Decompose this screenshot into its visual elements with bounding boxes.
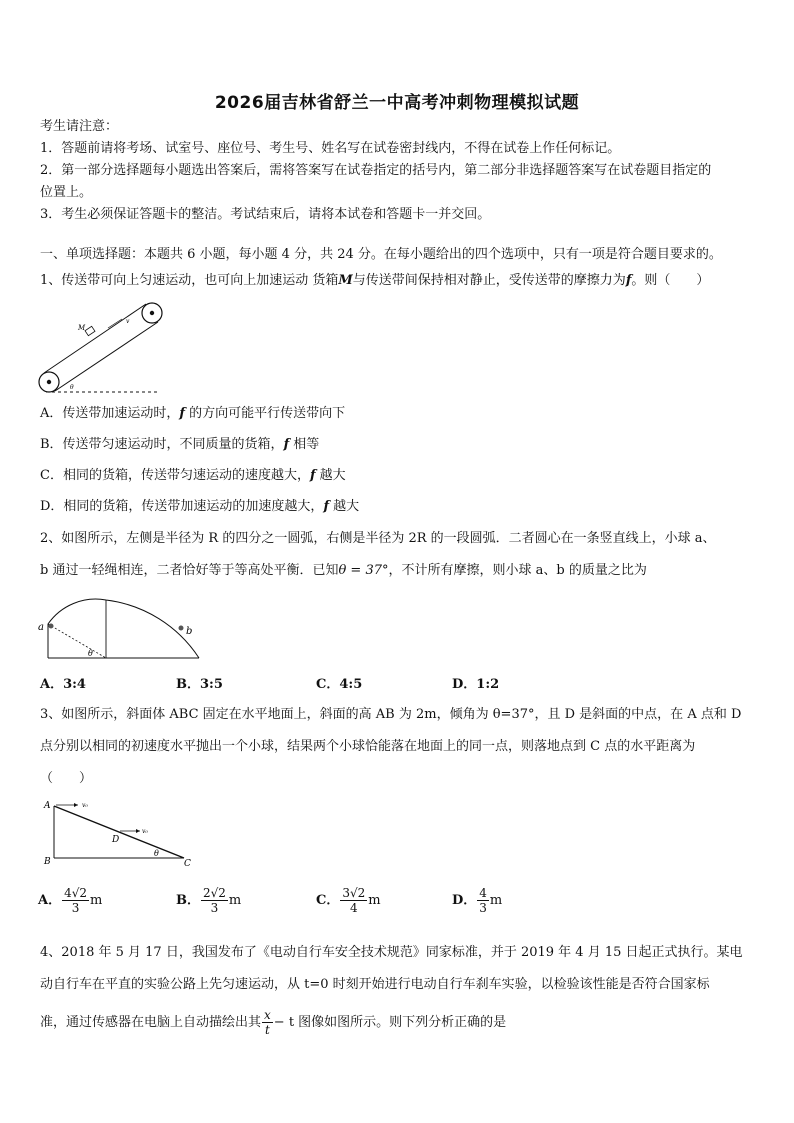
q3-option-c[interactable] xyxy=(316,886,381,915)
option-text: 相等 xyxy=(289,437,320,452)
label-A: A xyxy=(44,801,51,811)
q1-option-b[interactable] xyxy=(40,436,319,454)
q1-option-d[interactable] xyxy=(40,498,359,516)
q1-var-m: M xyxy=(338,273,353,288)
q4-stem-line1: 4、2018 年 5 月 17 日，我国发布了《电动自行车安全技术规范》同家标准，并于 2019 年 4 月 15 日起正式执行。某电 xyxy=(40,945,743,960)
q2-stem-line2 xyxy=(40,562,647,580)
radius-to-a xyxy=(48,624,106,658)
q3-stem-line2: 点分别以相同的初速度水平抛出一个小球，结果两个小球恰能落在地面上的同一点，则落地点到 C 点的水平距离为 xyxy=(40,739,696,754)
fraction xyxy=(62,886,89,915)
upper-pulley-axle xyxy=(150,311,154,315)
lower-pulley-axle xyxy=(47,380,51,384)
option-text: 越大 xyxy=(315,468,346,483)
v0-arrow-d-head xyxy=(136,829,140,833)
q2-option-d[interactable]: D．1:2 xyxy=(452,677,500,692)
numerator: 4√2 xyxy=(64,886,88,900)
var-f: f xyxy=(323,499,330,514)
q1-stem xyxy=(40,272,709,290)
option-text: D．相同的货箱，传送带加速运动的加速度越大， xyxy=(40,499,324,514)
fraction xyxy=(477,886,489,915)
option-label: D． xyxy=(452,893,477,908)
ball-b xyxy=(179,626,184,631)
q3-option-b[interactable] xyxy=(176,886,241,915)
label-a: a xyxy=(38,622,44,633)
label-v: v xyxy=(126,318,130,325)
label-C: C xyxy=(184,859,191,868)
label-v0-d: v₀ xyxy=(142,828,148,835)
unit: m xyxy=(228,893,242,908)
arc-outline xyxy=(48,599,199,658)
label-m: M xyxy=(78,324,86,332)
unit: m xyxy=(90,893,103,908)
q1-stem-part: 1、传送带可向上匀速运动，也可向上加速运动 货箱 xyxy=(40,273,339,288)
q2-stem-part: b 通过一轻绳相连，二者恰好等于等高处平衡．已知 xyxy=(40,563,339,578)
notice-item-3: 3．考生必须保证答题卡的整洁。考试结束后，请将本试卷和答题卡一并交回。 xyxy=(40,207,491,222)
q4-stem-part: 准，通过传感器在电脑上自动描绘出其 xyxy=(40,1015,262,1030)
q1-var-f: f xyxy=(625,273,632,288)
notice-item-2: 2．第一部分选择题每小题选出答案后，需将答案写在试卷指定的括号内，第二部分非选择题答案写在试卷题目指定的 xyxy=(40,163,712,178)
denominator: 4 xyxy=(350,901,358,915)
option-label: C． xyxy=(316,893,340,908)
q2-stem-line1: 2、如图所示，左侧是半径为 R 的四分之一圆弧，右侧是半径为 2R 的一段圆弧．二者圆心在一条竖直线上，小球 a、 xyxy=(40,531,716,546)
option-text: 的方向可能平行传送带向下 xyxy=(184,406,346,421)
var-f: f xyxy=(283,437,290,452)
ball-a xyxy=(49,624,54,629)
q1-conveyor-figure xyxy=(34,292,164,402)
q3-option-d[interactable] xyxy=(452,886,502,915)
velocity-arrow xyxy=(108,319,122,328)
q3-option-a[interactable] xyxy=(38,886,102,915)
denominator: 3 xyxy=(479,901,487,915)
belt-top xyxy=(44,304,146,373)
option-text: B．传送带匀速运动时，不同质量的货箱， xyxy=(40,437,284,452)
option-text: C．相同的货箱，传送带匀速运动的速度越大， xyxy=(40,468,310,483)
x-over-t-fraction xyxy=(262,1008,273,1037)
q1-stem-part: 。则（ ） xyxy=(631,273,710,288)
unit: m xyxy=(368,893,381,908)
var-f: f xyxy=(179,406,185,421)
cargo-box xyxy=(85,326,95,335)
q2-theta-value: θ = 37° xyxy=(338,563,389,578)
q3-stem-line1: 3、如图所示，斜面体 ABC 固定在水平地面上，斜面的高 AB 为 2m，倾角为 θ=37°，且 D 是斜面的中点，在 A 点和 D xyxy=(40,707,742,722)
label-D: D xyxy=(112,835,120,845)
q4-stem-line2: 动自行车在平直的实验公路上先匀速运动，从 t=0 时刻开始进行电动自行车刹车实验，以检验该性能是否符合国家标 xyxy=(40,977,710,992)
option-label: A． xyxy=(38,893,62,908)
q2-option-b[interactable]: B．3:5 xyxy=(176,677,223,692)
q2-option-c[interactable]: C．4:5 xyxy=(316,677,363,692)
option-text: 越大 xyxy=(329,499,360,514)
label-theta: θ xyxy=(88,649,93,658)
page-title: 2026届吉林省舒兰一中高考冲刺物理模拟试题 xyxy=(214,93,580,113)
q2-arc-figure xyxy=(36,590,206,662)
var-f: f xyxy=(309,468,316,483)
q4-stem-part: − t 图像如图所示。则下列分析正确的是 xyxy=(273,1015,507,1030)
q4-stem-line3 xyxy=(40,1008,506,1037)
v0-arrow-a-head xyxy=(74,803,78,807)
option-text: A．传送带加速运动时， xyxy=(40,406,180,421)
incline-ac xyxy=(54,806,184,858)
notice-item-1: 1．答题前请将考场、试室号、座位号、考生号、姓名写在试卷密封线内，不得在试卷上作任何标记。 xyxy=(40,141,621,156)
option-label: B． xyxy=(176,893,200,908)
label-v0-a: v₀ xyxy=(82,802,88,809)
fraction xyxy=(340,886,367,915)
notice-header: 考生请注意： xyxy=(40,119,119,134)
q1-stem-part: 与传送带间保持相对静止，受传送带的摩擦力为 xyxy=(352,273,626,288)
label-b: b xyxy=(186,626,193,637)
q3-incline-figure xyxy=(38,796,198,868)
notice-item-2-cont: 位置上。 xyxy=(40,185,93,200)
fraction xyxy=(201,886,228,915)
belt-bottom xyxy=(55,322,158,391)
q3-stem-line3: （ ） xyxy=(40,771,93,786)
label-theta: θ xyxy=(70,384,74,391)
numerator: 4 xyxy=(479,886,487,900)
q2-stem-part: ，不计所有摩擦，则小球 a、b 的质量之比为 xyxy=(388,563,647,578)
q2-option-a[interactable]: A．3:4 xyxy=(40,677,86,692)
numerator: 3√2 xyxy=(342,886,366,900)
label-theta: θ xyxy=(154,849,159,858)
denominator: 3 xyxy=(210,901,219,915)
numerator: x xyxy=(264,1008,271,1022)
section-heading: 一、单项选择题：本题共 6 小题，每小题 4 分，共 24 分。在每小题给出的四个选项中，只有一项是符合题目要求的。 xyxy=(40,247,722,262)
q1-option-a[interactable] xyxy=(40,405,345,423)
label-B: B xyxy=(44,857,51,867)
unit: m xyxy=(489,893,503,908)
denominator: t xyxy=(264,1023,270,1037)
q1-option-c[interactable] xyxy=(40,467,346,485)
denominator: 3 xyxy=(71,901,80,915)
numerator: 2√2 xyxy=(203,886,226,900)
